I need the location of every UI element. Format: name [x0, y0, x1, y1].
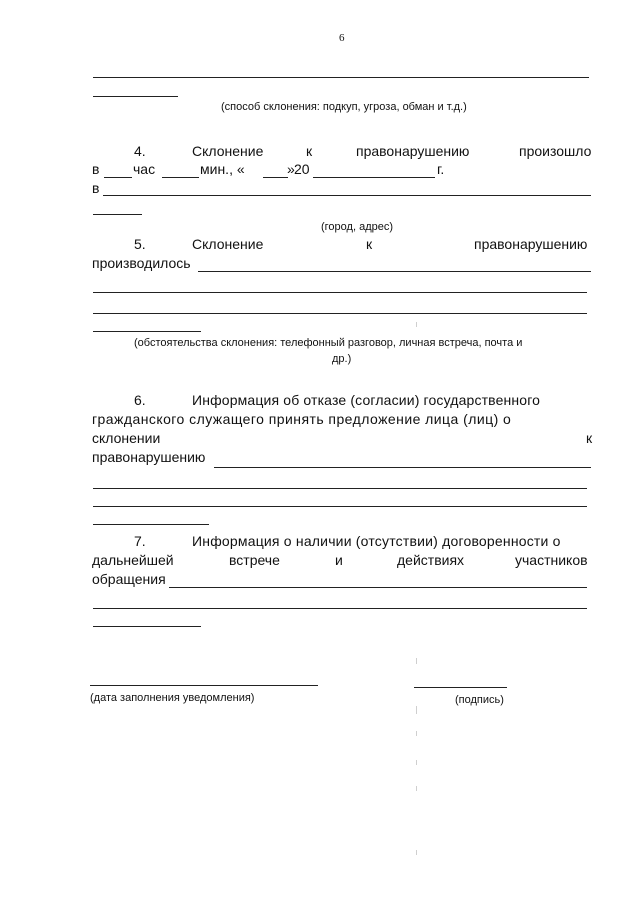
scan-artifact [416, 850, 417, 855]
item4-year-label: г. [437, 161, 445, 177]
item7-number: 7. [134, 533, 146, 549]
date-caption: (дата заполнения уведомления) [90, 692, 255, 704]
item4-word: произошло [519, 143, 592, 159]
agreement-info-field[interactable] [169, 587, 587, 588]
item4-quote-close: » [287, 161, 295, 177]
form-line [93, 506, 587, 507]
item4-century: 20 [294, 161, 310, 177]
scan-artifact [416, 760, 417, 765]
signature-caption: (подпись) [455, 694, 504, 706]
item7-word: и [335, 552, 343, 568]
item7-word: участников [515, 552, 588, 568]
page-number: 6 [339, 32, 345, 44]
item5-word: к [366, 236, 373, 252]
date-field[interactable] [90, 685, 318, 686]
form-line [93, 292, 587, 293]
item6-line2: гражданского служащего принять предложение лица (лиц) о [92, 411, 512, 427]
item5-number: 5. [134, 236, 146, 252]
item4-word: Склонение [192, 143, 264, 159]
year-field[interactable] [313, 177, 435, 178]
form-line [93, 313, 587, 314]
item6-number: 6. [134, 392, 146, 408]
item4-place-prefix: в [92, 180, 100, 196]
scan-artifact [416, 731, 417, 736]
item7-word: действиях [397, 552, 465, 568]
circumstances-field[interactable] [198, 271, 591, 272]
hour-field[interactable] [104, 177, 132, 178]
scan-artifact [416, 786, 417, 791]
item7-word: встрече [229, 552, 280, 568]
item6-line1: Информация об отказе (согласии) государственного [192, 392, 541, 408]
form-line [93, 331, 201, 332]
form-line [93, 96, 178, 97]
item4-word: правонарушению [356, 143, 470, 159]
form-line [93, 214, 142, 215]
item5-caption-line2: др.) [332, 353, 352, 365]
place-field[interactable] [103, 195, 591, 196]
item7-word: дальнейшей [92, 552, 174, 568]
form-line [93, 608, 587, 609]
item4-word: к [306, 143, 313, 159]
item6-line3b: к [586, 430, 593, 446]
item5-caption-line1: (обстоятельства склонения: телефонный разговор, личная встреча, почта и [134, 337, 523, 349]
form-line [93, 77, 589, 78]
item4-number: 4. [134, 143, 146, 159]
signature-field[interactable] [414, 687, 507, 688]
item5-word: Склонение [192, 236, 264, 252]
item3-caption: (способ склонения: подкуп, угроза, обман и т.д.) [221, 101, 467, 113]
item4-hour-label: час [133, 161, 156, 177]
scan-artifact [416, 706, 417, 714]
item5-line2: производилось [92, 255, 191, 271]
scan-artifact [416, 658, 417, 664]
form-line [93, 524, 209, 525]
refusal-info-field[interactable] [214, 467, 591, 468]
item6-line4: правонарушению [92, 449, 206, 465]
minute-field[interactable] [162, 177, 199, 178]
item4-minute-label: мин., « [200, 161, 245, 177]
item6-line3a: склонении [92, 430, 161, 446]
form-line [93, 488, 587, 489]
scan-artifact [416, 322, 417, 327]
item7-line3: обращения [92, 571, 166, 587]
item4-time-prefix: в [92, 161, 100, 177]
month-field[interactable] [282, 177, 288, 178]
form-line [93, 626, 201, 627]
item4-caption: (город, адрес) [321, 221, 394, 233]
item5-word: правонарушению [474, 236, 588, 252]
item7-line1: Информация о наличии (отсутствии) договоренности о [192, 533, 561, 549]
